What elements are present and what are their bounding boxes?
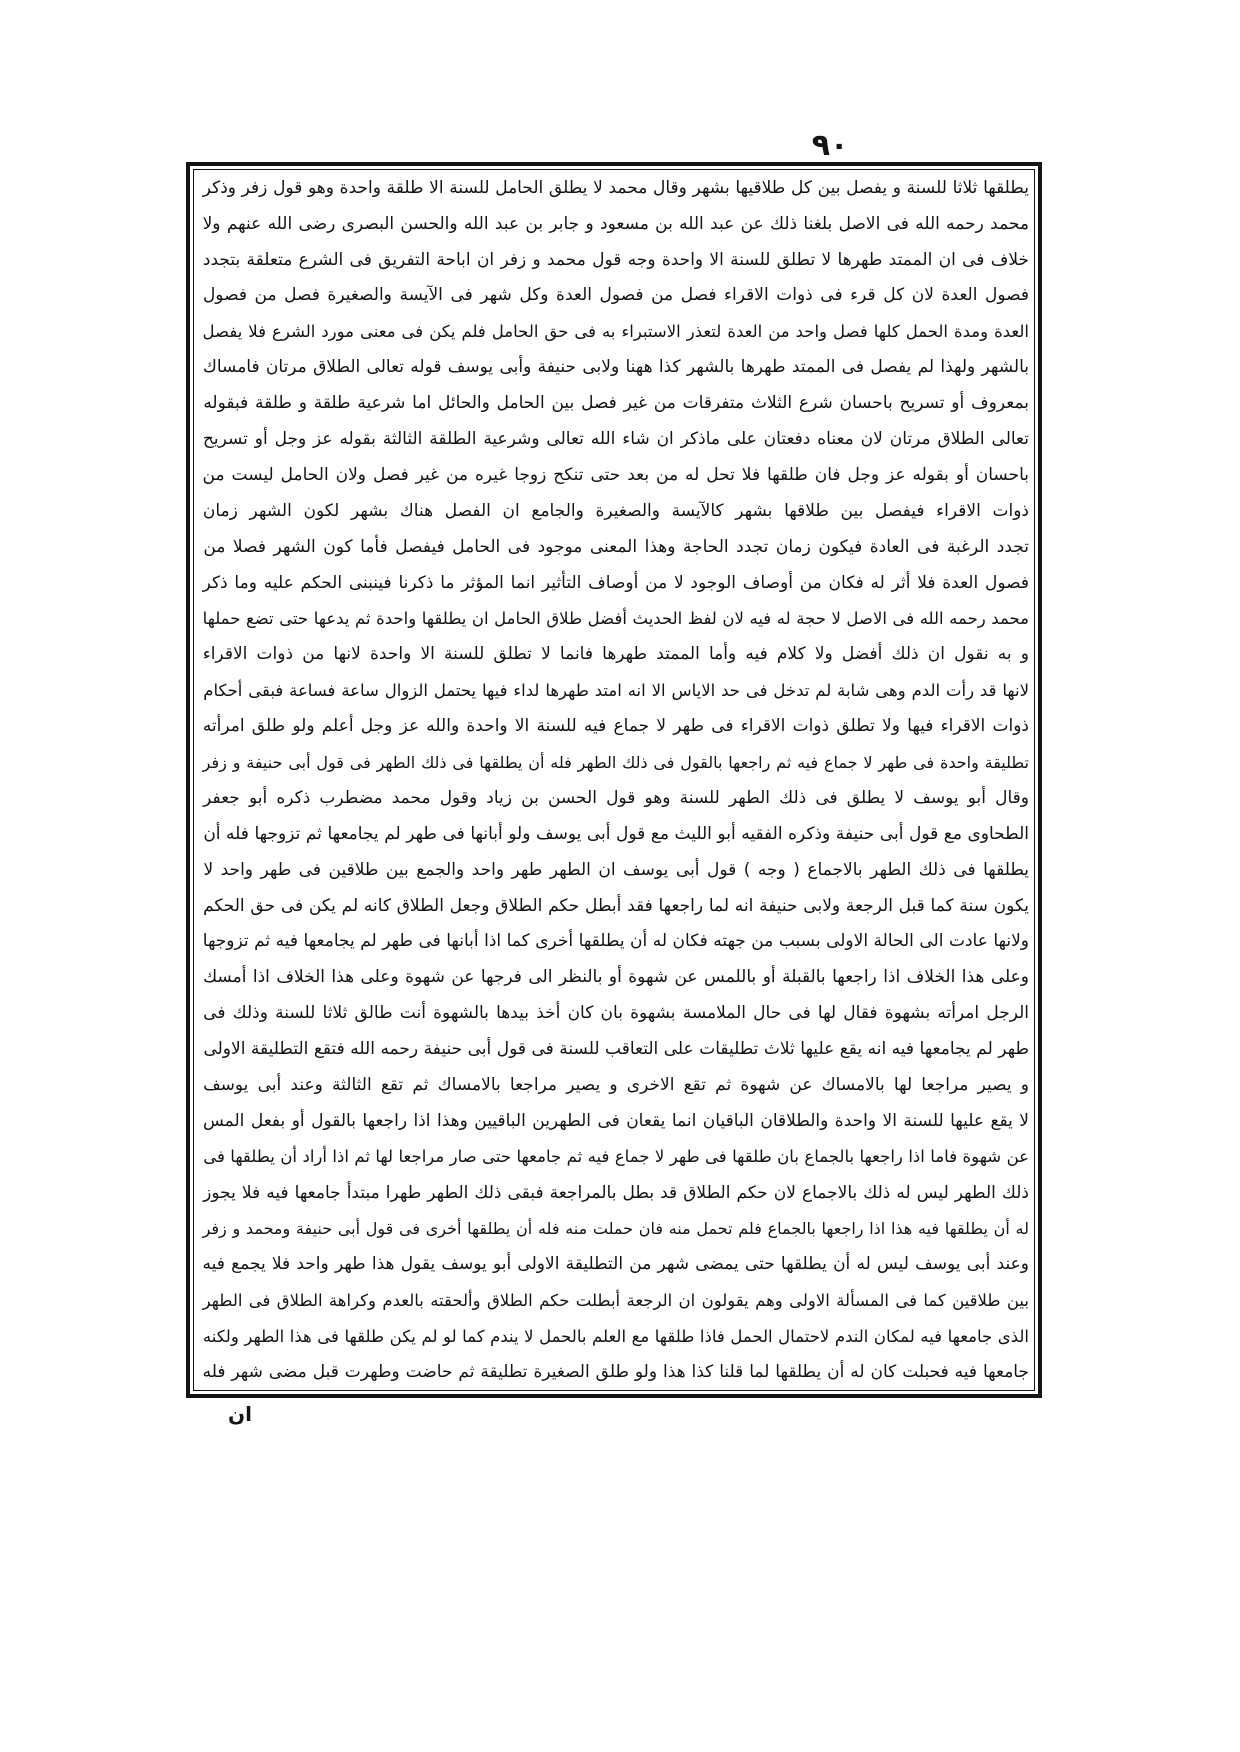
text-row: [199, 242, 1029, 278]
text-line: فصول العدة لان كل قرء فى ذوات الاقراء فصل من فصول العدة وكل شهر فى الآيسة والصغيرة فصل من فصول: [202, 285, 1029, 306]
text-row: [199, 1283, 1029, 1319]
text-line: فصول العدة فلا أثر له فكان من أوصاف الوجود لا من أوصاف التأثير انما المؤثر ما ذكرنا فينبنى الحكم عليه وما ذكر: [202, 572, 1029, 593]
text-line: الذى جامعها فيه لمكان الندم لاحتمال الحمل فاذا طلقها مع العلم بالحمل لا يندم كما لو لم يكن طلقها فى هذا الطهر ولكنه: [202, 1326, 1029, 1346]
text-line: ذوات الاقراء فيفصل بين طلاقها بشهر كالآيسة والصغيرة والجامع ان الفصل هناك بشهر لكون الشهر زمان: [202, 500, 1029, 521]
text-line: وعند أبى يوسف ليس له أن يطلقها حتى يمضى شهر من التطليقة الاولى أبو يوسف يقول هذا طهر واحد فلا يجمع فيه: [202, 1254, 1029, 1275]
text-row: [199, 888, 1029, 924]
text-row: [199, 206, 1029, 242]
text-row: [199, 744, 1029, 780]
text-row: [199, 708, 1029, 744]
text-row: [199, 314, 1029, 350]
text-line: بالشهر ولهذا لم يفصل فى الممتد طهرها بالشهر كذا ههنا ولابى حنيفة وأبى يوسف قوله تعالى الطلاق مرتان فامساك: [202, 357, 1029, 378]
text-row: [199, 421, 1029, 457]
text-row: [199, 1319, 1029, 1355]
text-line: طهر لم يجامعها فيه انه يقع عليها ثلاث تطليقات على التعاقب للسنة فى قول أبى حنيفة رحمه الله فتقع التطليقة الاولى: [203, 1039, 1029, 1060]
text-line: تطليقة واحدة فى طهر لا جماع فيه ثم راجعها بالقول فى ذلك الطهر فله أن يطلقها فى ذلك الطهر فى قول أبى حنيفة و زفر: [202, 752, 1029, 772]
text-row: [199, 349, 1029, 385]
text-line: وعلى هذا الخلاف اذا راجعها بالقبلة أو باللمس عن شهوة أو بالنظر الى فرجها عن شهوة وعلى هذا الخلاف اذا أمسك: [203, 967, 1029, 988]
text-row: [199, 170, 1029, 206]
text-line: خلاف فى ان الممتد طهرها لا تطلق للسنة الا واحدة وجه قول محمد و زفر ان اباحة التفريق فى الشرع متعلقة بتجدد: [202, 249, 1029, 270]
text-line: عن شهوة فاما اذا راجعها بالجماع بان طلقها فى طهر لا جماع فيه ثم جامعها حتى صار مراجعا لها ثم اذا أراد أن يطلقها فى: [203, 1147, 1029, 1167]
text-row: [199, 278, 1029, 314]
text-line: له أن يطلقها فيه هذا اذا راجعها بالجماع فلم تحمل منه فان حملت منه فله أن يطلقها أخرى فى قول أبى حنيفة ومحمد و زفر: [202, 1219, 1029, 1239]
text-row: [199, 672, 1029, 708]
catchword: ان: [228, 1402, 252, 1426]
text-row: [199, 457, 1029, 493]
text-row: [199, 780, 1029, 816]
text-row: [199, 1175, 1029, 1211]
text-row: [199, 924, 1029, 960]
text-block: [199, 170, 1029, 1391]
text-line: العدة ومدة الحمل كلها فصل واحد من العدة لتعذر الاستبراء به فى حق الحامل فلم يكن فى معنى مورد الشرع فلا يفصل: [202, 321, 1029, 341]
text-line: ولانها عادت الى الحالة الاولى بسبب من جهته فكان له أن يطلقها أخرى كما اذا أبانها فى طهر لم يجامعها فيه ثم تزوجها: [202, 931, 1029, 952]
text-line: ذوات الاقراء فيها ولا تطلق ذوات الاقراء فى طهر لا جماع فيه للسنة الا واحدة والله عز وجل أعلم ولو طلق امرأته: [202, 716, 1029, 737]
text-row: [199, 493, 1029, 529]
text-line: محمد رحمه الله فى الاصل لا حجة له فيه لان لفظ الحديث أفضل طلاق الحامل ان يطلقها واحدة ثم يدعها حتى تضع حملها: [202, 608, 1029, 628]
text-line: وقال أبو يوسف لا يطلق فى ذلك الطهر للسنة وهو قول الحسن بن زياد وقول محمد مضطرب ذكره أبو جعفر: [203, 787, 1029, 808]
text-line: و به نقول ان ذلك أفضل ولا كلام فيه وأما الممتد طهرها فانما لا تطلق للسنة الا واحدة لانها من ذوات الاقراء: [202, 644, 1029, 665]
text-line: يكون سنة كما قبل الرجعة ولابى حنيفة انه لما راجعها فقد أبطل حكم الطلاق وجعل الطلاق كانه لم يكن فى حق الحكم: [203, 895, 1029, 916]
text-row: [199, 565, 1029, 601]
text-row: [199, 1211, 1029, 1247]
text-row: [199, 385, 1029, 421]
text-line: لا يقع عليها للسنة الا واحدة والطلاقان الباقيان انما يقعان فى الطهرين الباقيين وهذا اذا راجعها بالقول أو بفعل المس: [203, 1110, 1029, 1131]
text-line: الطحاوى مع قول أبى حنيفة وذكره الفقيه أبو الليث مع قول أبى يوسف ولو أبانها فى طهر لم يجامعها ثم تزوجها فله أن: [203, 823, 1029, 844]
text-row: [199, 1031, 1029, 1067]
text-line: تعالى الطلاق مرتان لان معناه دفعتان على ماذكر ان شاء الله تعالى وشرعية الطلقة الثالثة بقوله عز وجل أو تسريح: [202, 428, 1029, 449]
text-row: [199, 529, 1029, 565]
text-row: [199, 1139, 1029, 1175]
text-row: [199, 1067, 1029, 1103]
page-number: ٩٠: [811, 128, 849, 163]
text-row: [199, 601, 1029, 637]
text-row: [199, 995, 1029, 1031]
text-row: [199, 637, 1029, 673]
text-line: بين طلاقين كما فى المسألة الاولى وهم يقولون ان الرجعة أبطلت حكم الطلاق وألحقته بالعدم وكراهة الطلاق فى الطهر: [202, 1290, 1029, 1310]
text-line: جامعها فيه فحبلت كان له أن يطلقها لما قلنا كذا هذا ولو طلق الصغيرة تطليقة ثم حاضت وطهرت قبل مضى شهر فله: [202, 1362, 1029, 1383]
text-row: [199, 960, 1029, 996]
text-line: يطلقها ثلاثا للسنة و يفصل بين كل طلاقيها بشهر وقال محمد لا يطلق الحامل للسنة الا طلقة واحدة وهو قول زفر وذكر: [202, 177, 1029, 198]
text-row: [199, 1103, 1029, 1139]
text-row: [199, 1247, 1029, 1283]
text-line: و يصير مراجعا لها بالامساك عن شهوة ثم تقع الاخرى و يصير مراجعا بالامساك ثم تقع الثالثة وعند أبى يوسف: [203, 1075, 1029, 1096]
text-line: يطلقها فى ذلك الطهر بالاجماع ( وجه ) قول أبى يوسف ان الطهر طهر واحد والجمع بين طلاقين فى طهر واحد لا: [203, 859, 1029, 880]
text-line: لانها قد رأت الدم وهى شابة لم تدخل فى حد الاياس الا انه امتد طهرها لداء فيها يحتمل الزوال ساعة فساعة فبقى أحكام: [203, 680, 1029, 700]
text-line: باحسان أو بقوله عز وجل فان طلقها فلا تحل له من بعد حتى تنكح زوجا غيره من غير فصل ولان الحامل ليست من: [202, 464, 1029, 485]
text-line: تجدد الرغبة فى العادة فيكون زمان تجدد الحاجة وهذا المعنى موجود فى الحامل فيفصل فأما كون الشهر فصلا من: [203, 536, 1029, 557]
text-line: بمعروف أو تسريح باحسان شرع الثلاث متفرقات من غير فصل بين الحامل والحائل اما شرعية طلقة و طلقة فبقوله: [203, 393, 1029, 414]
text-row: [199, 816, 1029, 852]
text-line: ذلك الطهر ليس له ذلك بالاجماع لان حكم الطلاق قد بطل بالمراجعة فبقى ذلك الطهر طهرا مبتدأ جامعها فيه فلا يجوز: [203, 1182, 1029, 1203]
text-row: [199, 1354, 1029, 1390]
text-row: [199, 852, 1029, 888]
text-line: محمد رحمه الله فى الاصل بلغنا ذلك عن عبد الله بن مسعود و جابر بن عبد الله والحسن البصرى رضى الله عنهم ولا: [202, 213, 1029, 234]
text-line: الرجل امرأته بشهوة فقال لها فى حال الملامسة بشهوة بان كان أخذ بيدها بالشهوة أنت طالق ثلاثا للسنة وذلك فى: [203, 1003, 1029, 1024]
